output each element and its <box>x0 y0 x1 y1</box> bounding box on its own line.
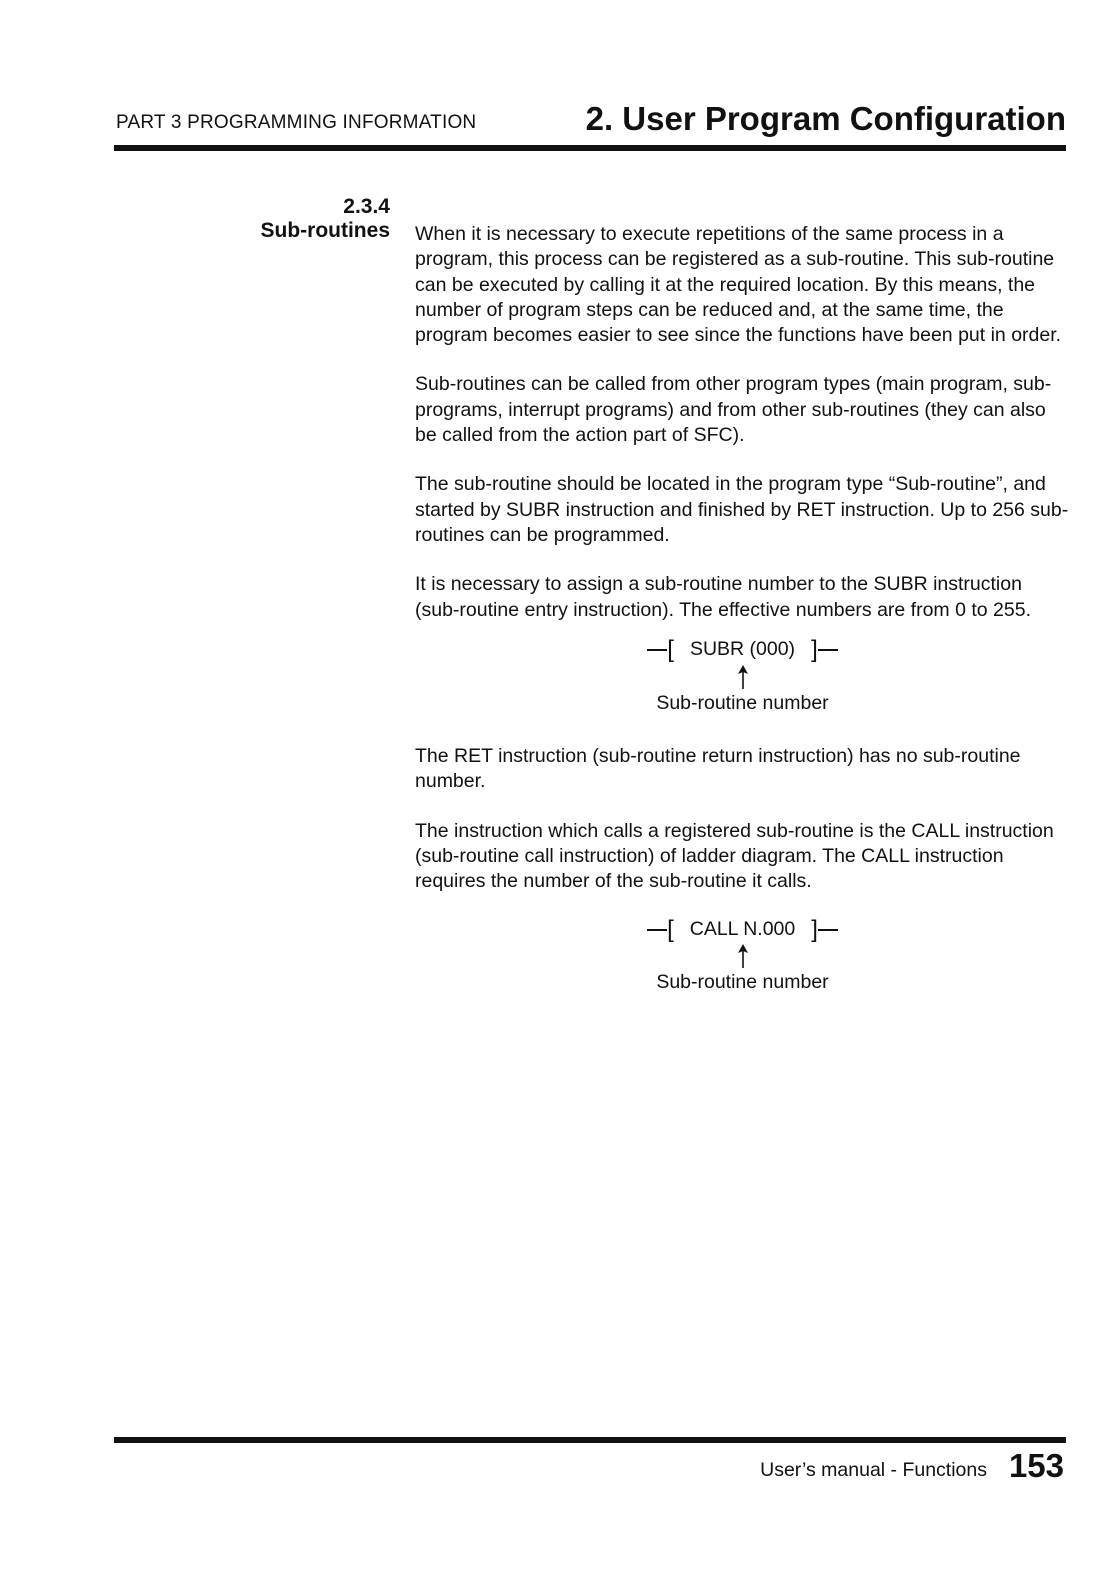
close-bracket: ] <box>811 915 818 943</box>
paragraph: The sub-routine should be located in the program type “Sub-routine”, and started by SUBR instruction and finished by RET instruction. Up to 256 sub-routines can be programmed. <box>415 473 1069 546</box>
paragraph: When it is necessary to execute repetitions of the same process in a program, this process can be registered as a sub-routine. This sub-routine can be executed by calling it at the required location. By this means, the number of program steps can be reduced and, at the same time, the program becomes easier to see since the functions have been put in order. <box>415 223 1062 347</box>
body-text <box>415 222 1070 996</box>
section-number: 2.3.4 <box>343 195 390 218</box>
rung-line <box>818 929 838 931</box>
open-bracket: [ <box>667 636 674 664</box>
up-arrow-icon <box>737 944 749 968</box>
header-section-label: PART 3 PROGRAMMING INFORMATION <box>116 112 477 133</box>
rung-line <box>647 929 667 931</box>
paragraph: The instruction which calls a registered sub-routine is the CALL instruction (sub-routine call instruction) of ladder diagram. The CALL instruction requires the number of the sub-routine it calls. <box>415 819 1054 893</box>
up-arrow-icon <box>737 665 749 689</box>
footer-label: User’s manual - Functions <box>760 1459 987 1481</box>
close-bracket: ] <box>811 636 818 664</box>
open-bracket: [ <box>667 915 674 943</box>
paragraph: It is necessary to assign a sub-routine number to the SUBR instruction (sub-routine entry instruction). The effective numbers are from 0 to 255. <box>415 573 1031 621</box>
paragraph: Sub-routines can be called from other program types (main program, sub-programs, interrupt programs) and from other sub-routines (they can also be called from the action part of SFC). <box>415 373 1052 447</box>
footer-rule <box>114 1437 1066 1443</box>
chapter-title: 2. User Program Configuration <box>585 100 1066 137</box>
rung-line <box>818 649 838 651</box>
call-caption: Sub-routine number <box>656 971 829 994</box>
subr-instruction: SUBR (000) <box>689 638 796 661</box>
section-title: Sub-routines <box>260 219 390 242</box>
subr-instruction-block <box>647 637 837 662</box>
rung-line <box>647 649 667 651</box>
paragraph: The RET instruction (sub-routine return instruction) has no sub-routine number. <box>415 745 1021 793</box>
call-instruction-block <box>647 917 838 942</box>
call-instruction: CALL N.000 <box>689 918 796 941</box>
subr-diagram <box>415 633 1070 716</box>
header-rule <box>114 145 1066 151</box>
page-number: 153 <box>1008 1447 1064 1484</box>
subr-caption: Sub-routine number <box>656 691 829 714</box>
call-diagram <box>415 913 1070 996</box>
